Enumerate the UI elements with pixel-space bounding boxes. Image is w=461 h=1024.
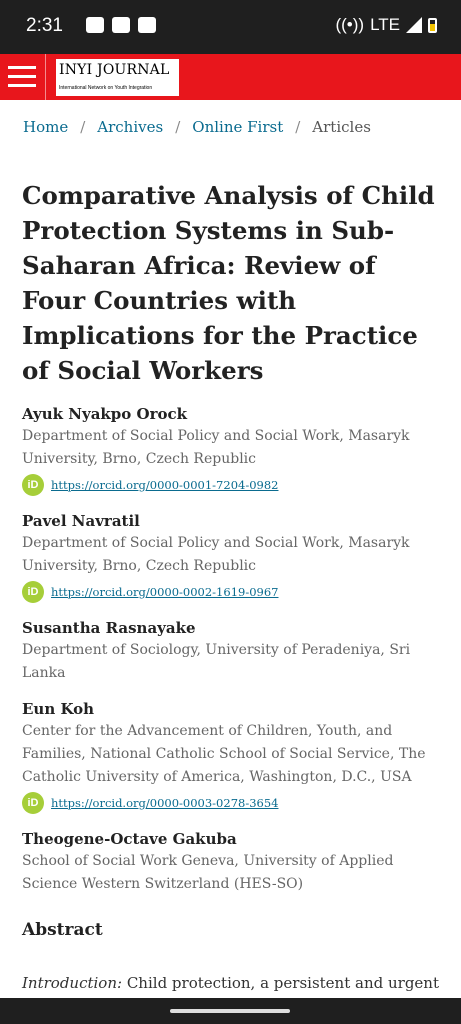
breadcrumb — [23, 118, 371, 136]
network-label: LTE — [370, 15, 400, 34]
author-list — [22, 403, 447, 909]
author-affiliation: Center for the Advancement of Children, Youth, and Families, National Catholic School of Social Service, The Catholic University of America, Washington, D.C., USA — [22, 723, 426, 785]
orcid-link[interactable]: https://orcid.org/0000-0001-7204-0982 — [51, 478, 279, 492]
battery-icon — [428, 18, 437, 33]
orcid-row — [22, 580, 447, 604]
author-affiliation: Department of Sociology, University of Peradeniya, Sri Lanka — [22, 642, 411, 681]
logo-subtitle: International Network on Youth Integration — [59, 85, 153, 91]
home-gesture-handle[interactable] — [170, 1009, 290, 1013]
breadcrumb-separator: / — [295, 118, 301, 136]
app-icon — [112, 17, 130, 33]
orcid-icon: iD — [22, 581, 44, 603]
signal-icon — [406, 17, 422, 33]
hotspot-icon: ((•)) — [335, 15, 365, 34]
abstract-heading: Abstract — [22, 920, 103, 940]
author-name: Ayuk Nyakpo Orock — [22, 405, 188, 423]
orcid-icon: iD — [22, 792, 44, 814]
status-bar — [0, 0, 461, 54]
breadcrumb-separator: / — [80, 118, 86, 136]
author-item — [22, 617, 447, 685]
breadcrumb-separator: / — [175, 118, 181, 136]
author-name: Susantha Rasnayake — [22, 619, 196, 637]
news-icon — [138, 17, 156, 33]
system-nav-bar — [0, 998, 461, 1024]
author-item — [22, 403, 447, 497]
author-item — [22, 510, 447, 604]
orcid-icon: iD — [22, 474, 44, 496]
breadcrumb-home[interactable]: Home — [23, 118, 69, 136]
notification-icons — [86, 17, 156, 33]
status-right — [335, 15, 437, 35]
article-title: Comparative Analysis of Child Protection Systems in Sub-Saharan Africa: Review of Four Countries with Implications for the Practice of Social Workers — [22, 181, 435, 385]
author-affiliation: School of Social Work Geneva, University of Applied Science Western Switzerland (HES-SO) — [22, 853, 394, 892]
menu-icon[interactable] — [8, 64, 36, 90]
author-affiliation: Department of Social Policy and Social Work, Masaryk University, Brno, Czech Republic — [22, 428, 410, 467]
youtube-icon — [86, 17, 104, 33]
breadcrumb-archives[interactable]: Archives — [97, 118, 164, 136]
author-affiliation: Department of Social Policy and Social Work, Masaryk University, Brno, Czech Republic — [22, 535, 410, 574]
intro-text: Child protection, a persistent and urgent — [122, 974, 439, 992]
site-header — [0, 54, 461, 100]
orcid-row — [22, 791, 447, 815]
breadcrumb-current: Articles — [312, 118, 371, 136]
logo-title: INYI JOURNAL — [59, 62, 170, 78]
intro-label: Introduction: — [22, 974, 123, 992]
status-time: 2:31 — [26, 15, 63, 36]
orcid-row — [22, 473, 447, 497]
author-item — [22, 698, 447, 815]
journal-logo[interactable] — [56, 59, 179, 96]
breadcrumb-online-first[interactable]: Online First — [192, 118, 284, 136]
author-name: Pavel Navratil — [22, 512, 140, 530]
abstract-intro — [22, 974, 439, 992]
orcid-link[interactable]: https://orcid.org/0000-0003-0278-3654 — [51, 796, 279, 810]
orcid-link[interactable]: https://orcid.org/0000-0002-1619-0967 — [51, 585, 279, 599]
author-name: Theogene-Octave Gakuba — [22, 830, 237, 848]
author-item — [22, 828, 447, 896]
author-name: Eun Koh — [22, 700, 95, 718]
header-divider — [45, 54, 46, 100]
